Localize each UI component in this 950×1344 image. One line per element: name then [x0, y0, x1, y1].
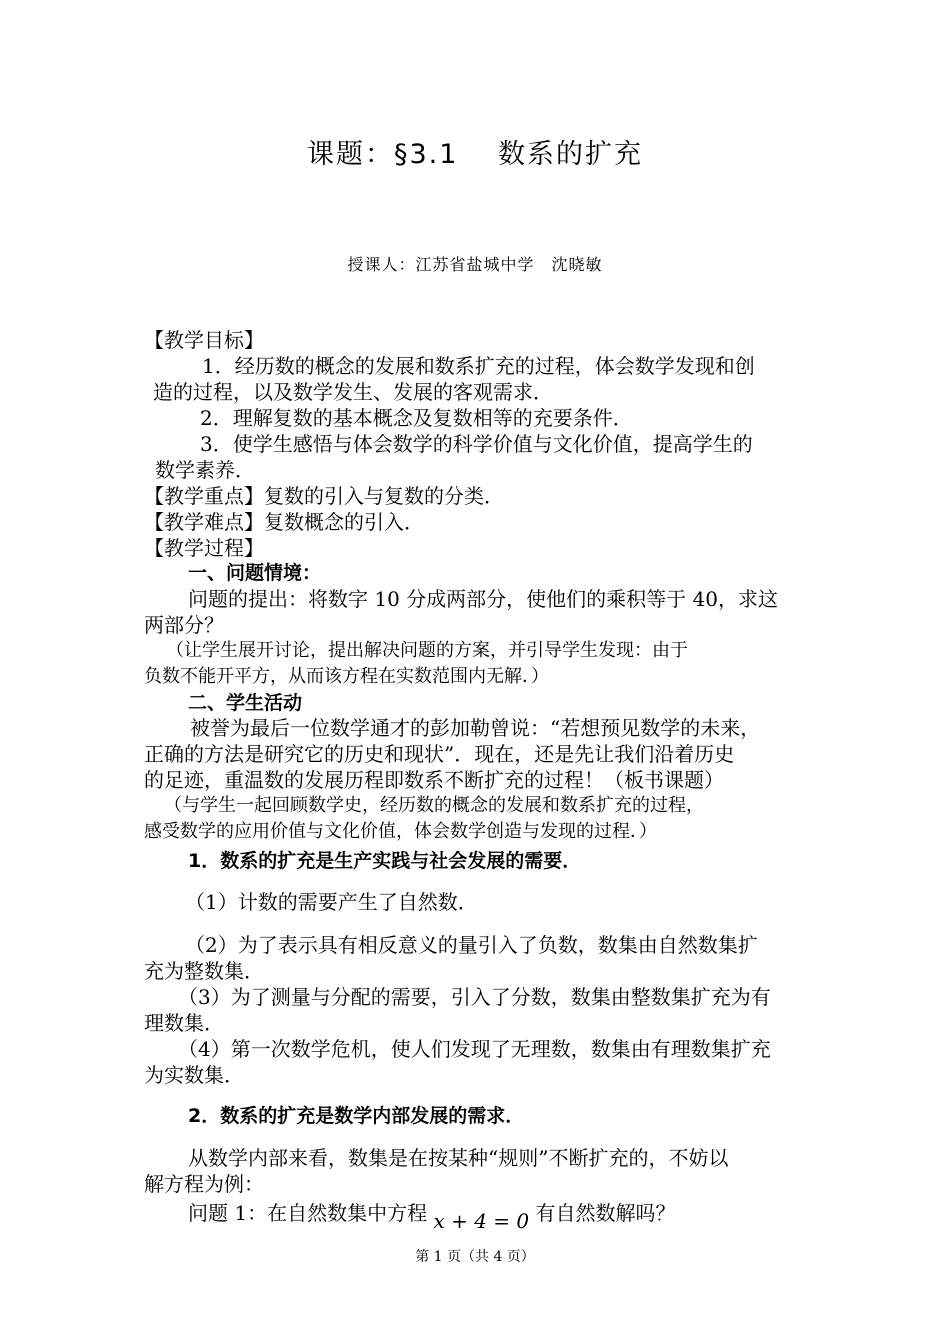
point-2-line-2: 解方程为例：: [144, 1172, 264, 1196]
point-2-heading: 2．数系的扩充是数学内部发展的需求．: [188, 1105, 525, 1127]
point-2-line-1: 从数学内部来看，数集是在按某种“规则”不断扩充的，不妨以: [188, 1146, 729, 1170]
point-1-sub-4-line-2: 为实数集．: [144, 1063, 244, 1087]
objective-3-line-2: 数学素养．: [155, 458, 255, 482]
objective-1-line-2: 造的过程，以及数学发生、发展的客观需求．: [153, 380, 553, 404]
difficulty: 【教学难点】复数概念的引入．: [144, 510, 424, 534]
objective-2: 2．理解复数的基本概念及复数相等的充要条件．: [200, 406, 633, 430]
section-1-line-2: 两部分？: [144, 613, 224, 637]
objective-1-line-1: 1．经历数的概念的发展和数系扩充的过程，体会数学发现和创: [202, 354, 755, 378]
point-1-sub-1: （1）计数的需要产生了自然数．: [185, 890, 478, 914]
section-1-line-1: 问题的提出：将数字 10 分成两部分，使他们的乘积等于 40，求这: [188, 587, 778, 611]
key-point: 【教学重点】复数的引入与复数的分类．: [144, 484, 504, 508]
page-footer: 第 1 页（共 4 页）: [415, 1249, 535, 1265]
section-2-note-line-1: （与学生一起回顾数学史，经历数的概念的发展和数系扩充的过程，: [164, 795, 704, 816]
point-1-sub-3-line-2: 理数集．: [144, 1011, 224, 1035]
section-2-heading: 二、学生活动: [188, 692, 303, 714]
objectives-heading: 【教学目标】: [144, 328, 264, 352]
objective-3-line-1: 3．使学生感悟与体会数学的科学价值与文化价值，提高学生的: [200, 432, 753, 456]
point-1-sub-2-line-2: 充为整数集．: [144, 959, 264, 983]
point-1-sub-4-line-1: （4）第一次数学危机，使人们发现了无理数，数集由有理数集扩充: [178, 1037, 771, 1061]
section-1-heading: 一、问题情境：: [188, 562, 322, 584]
section-2-note-line-2: 感受数学的应用价值与文化价值，体会数学创造与发现的过程．）: [144, 821, 657, 842]
point-1-heading: 1．数系的扩充是生产实践与社会发展的需要．: [188, 850, 582, 872]
point-1-sub-3-line-1: （3）为了测量与分配的需要，引入了分数，数集由整数集扩充为有: [178, 985, 771, 1009]
section-2-line-3: 的足迹，重温数的发展历程即数系不断扩充的过程！（板书课题）: [144, 768, 724, 792]
point-1-sub-2-line-1: （2）为了表示具有相反意义的量引入了负数，数集由自然数集扩: [185, 933, 758, 957]
section-2-line-1: 被誉为最后一位数学通才的彭加勒曾说：“若想预见数学的未来，: [190, 716, 761, 740]
section-1-note-line-2: 负数不能开平方，从而该方程在实数范围内无解．）: [144, 666, 549, 687]
section-2-line-2: 正确的方法是研究它的历史和现状”．现在，还是先让我们沿着历史: [144, 742, 735, 766]
process-heading: 【教学过程】: [144, 536, 264, 560]
equation: x + 4 = 0: [433, 1209, 530, 1233]
question-1-prefix: 问题 1：在自然数集中方程: [188, 1201, 428, 1225]
question-1: [188, 1200, 676, 1233]
section-1-note-line-1: （让学生展开讨论，提出解决问题的方案，并引导学生发现：由于: [166, 640, 688, 661]
question-1-suffix: 有自然数解吗？: [535, 1201, 676, 1225]
lesson-author: 授课人：江苏省盐城中学 沈晓敏: [347, 255, 603, 274]
lesson-title: 课题：§3.1 数系的扩充: [306, 139, 644, 170]
